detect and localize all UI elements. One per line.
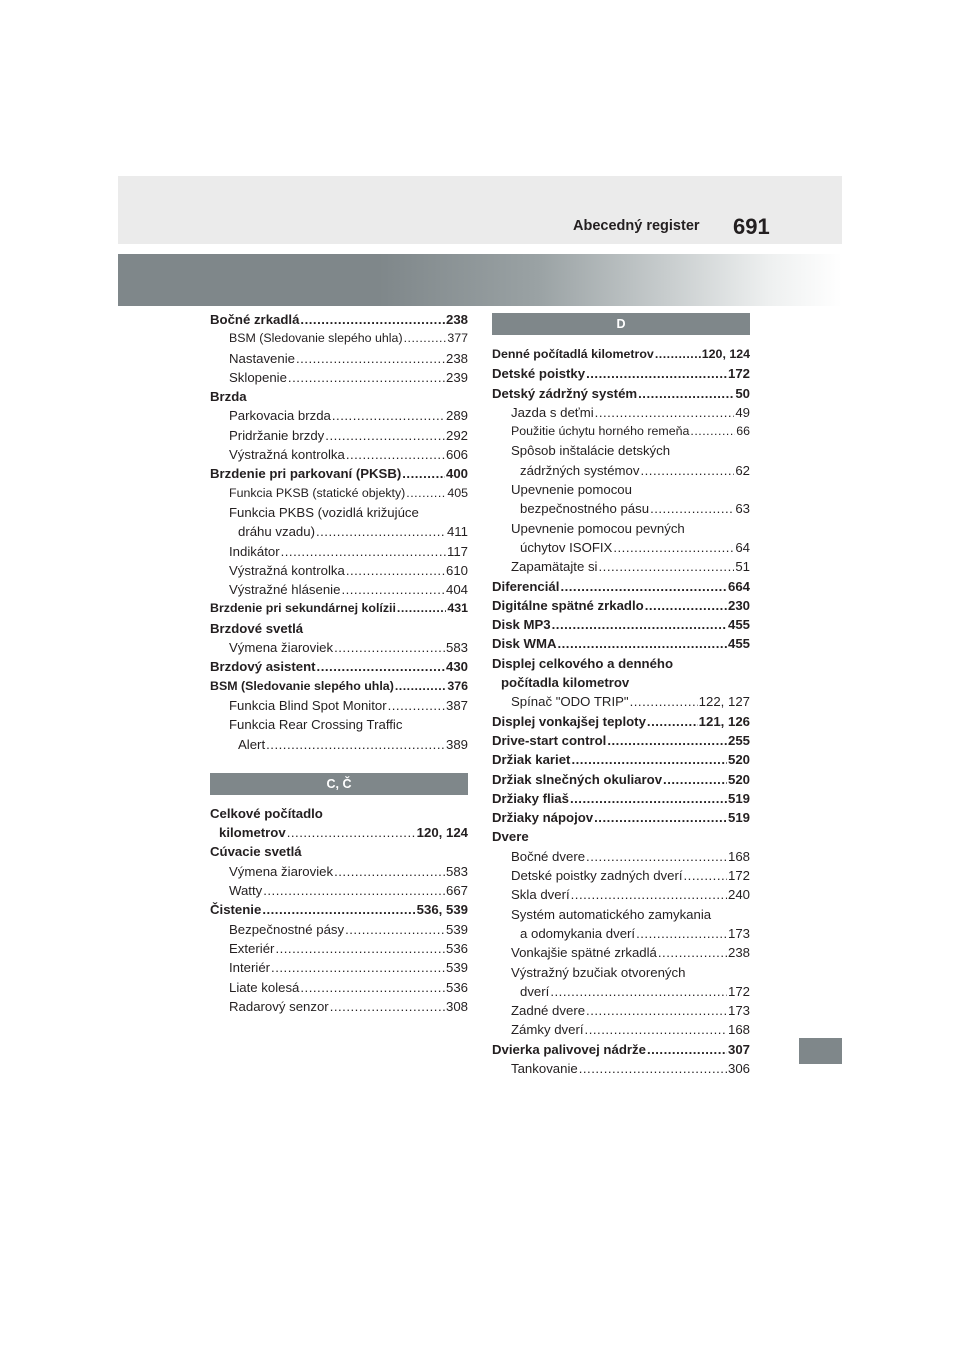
entry-page[interactable]: 389 xyxy=(445,736,468,752)
entry-term: Držiak slnečných okuliarov xyxy=(492,771,663,787)
entry-term: Výstražný bzučiak otvorených xyxy=(511,964,686,980)
entry-page[interactable]: 168 xyxy=(727,848,750,864)
entry-page[interactable]: 122, 127 xyxy=(698,694,750,710)
dot-leader xyxy=(585,1020,727,1039)
entry-page[interactable]: 172 xyxy=(727,983,750,999)
entry-term: Digitálne spätné zrkadlo xyxy=(492,597,644,613)
entry-term: Funkcia Blind Spot Monitor xyxy=(229,697,387,713)
dot-leader xyxy=(579,1059,727,1078)
page-number: 691 xyxy=(733,214,770,239)
dot-leader xyxy=(325,426,445,445)
entry-page[interactable]: 289 xyxy=(445,408,468,424)
entry-term: Drive-start control xyxy=(492,732,607,748)
dot-leader xyxy=(296,349,445,368)
entry-term: Výstražné hlásenie xyxy=(229,582,341,598)
index-subentry xyxy=(492,461,750,480)
index-subentry xyxy=(210,522,468,541)
index-subentry xyxy=(210,542,468,561)
index-subentry xyxy=(210,426,468,445)
entry-term: Detské poistky zadných dverí xyxy=(511,868,683,884)
entry-page[interactable]: 172 xyxy=(727,366,750,382)
entry-page[interactable]: 120, 124 xyxy=(701,347,750,361)
entry-term: Výmena žiaroviek xyxy=(229,640,334,656)
entry-page[interactable]: 307 xyxy=(727,1041,750,1057)
entry-term: Exteriér xyxy=(229,940,275,956)
dot-leader xyxy=(586,364,727,383)
index-entry xyxy=(210,599,468,618)
entry-term: Skla dverí xyxy=(511,887,570,903)
entry-page[interactable]: 117 xyxy=(446,543,468,559)
dot-leader xyxy=(594,808,727,827)
entry-term: Cúvacie svetlá xyxy=(210,844,302,860)
entry-page[interactable]: 49 xyxy=(735,404,750,420)
dot-leader xyxy=(630,692,698,711)
entry-term: Systém automatického zamykania xyxy=(511,906,712,922)
index-entry xyxy=(492,634,750,653)
index-subentry xyxy=(210,958,468,977)
entry-term: Zadné dvere xyxy=(511,1003,586,1019)
entry-page[interactable]: 239 xyxy=(445,369,468,385)
entry-page[interactable]: 121, 126 xyxy=(698,713,750,729)
index-subentry xyxy=(210,445,468,464)
index-subentry xyxy=(210,406,468,425)
entry-term: Brzda xyxy=(210,389,247,405)
entry-term: Zapamätajte si xyxy=(511,559,598,575)
entry-page[interactable]: 667 xyxy=(445,883,468,899)
entry-page[interactable]: 610 xyxy=(445,562,468,578)
dot-leader xyxy=(346,561,445,580)
entry-term: Brzdový asistent xyxy=(210,659,316,675)
entry-page[interactable]: 405 xyxy=(447,485,468,500)
index-subentry xyxy=(210,561,468,580)
entry-page[interactable]: 431 xyxy=(447,601,468,616)
dot-leader xyxy=(647,1040,727,1059)
index-entry xyxy=(210,657,468,676)
index-subentry xyxy=(492,1001,750,1020)
entry-page[interactable]: 62 xyxy=(735,462,750,478)
dot-leader xyxy=(645,596,727,615)
entry-term: Držiaky fliaš xyxy=(492,790,569,806)
entry-term: počítadla kilometrov xyxy=(501,675,630,691)
section-heading: C, Č xyxy=(210,773,468,795)
entry-page[interactable]: 536 xyxy=(445,940,468,956)
index-entry xyxy=(210,619,468,638)
dot-leader xyxy=(638,384,734,403)
dot-leader xyxy=(570,789,727,808)
entry-term: Výstražná kontrolka xyxy=(229,447,345,463)
entry-term: Zámky dverí xyxy=(511,1022,584,1038)
entry-term: Detské poistky xyxy=(492,366,586,382)
entry-term: Čistenie xyxy=(210,902,262,918)
dot-leader xyxy=(690,422,735,441)
index-subentry xyxy=(210,329,468,348)
dot-leader xyxy=(334,638,445,657)
entry-page[interactable]: 411 xyxy=(446,524,468,540)
entry-term: a odomykania dverí xyxy=(520,925,636,941)
index-subentry xyxy=(492,538,750,557)
dot-leader xyxy=(599,557,735,576)
entry-page[interactable]: 240 xyxy=(727,887,750,903)
index-subentry xyxy=(210,715,468,734)
entry-page[interactable]: 377 xyxy=(447,331,468,346)
entry-term: Dvere xyxy=(492,829,529,845)
dot-leader xyxy=(287,823,416,842)
dot-leader xyxy=(658,943,727,962)
dot-leader xyxy=(300,310,445,329)
dot-leader xyxy=(404,329,447,348)
index-entry xyxy=(492,712,750,731)
entry-term: Alert xyxy=(238,736,266,752)
dot-leader xyxy=(288,368,445,387)
entry-term: dráhu vzadu) xyxy=(238,524,315,540)
index-entry xyxy=(492,1040,750,1059)
index-entry xyxy=(492,789,750,808)
index-subentry xyxy=(492,403,750,422)
entry-page[interactable]: 230 xyxy=(727,597,750,613)
entry-page[interactable]: 308 xyxy=(445,998,468,1014)
index-entry xyxy=(210,823,468,842)
index-entry xyxy=(492,654,750,673)
dot-leader xyxy=(550,982,727,1001)
dot-leader xyxy=(647,712,698,731)
index-subentry xyxy=(492,847,750,866)
index-entry xyxy=(492,770,750,789)
entry-term: Výstražná kontrolka xyxy=(229,562,345,578)
index-subentry xyxy=(492,1059,750,1078)
entry-page[interactable]: 238 xyxy=(445,312,468,327)
entry-page[interactable]: 50 xyxy=(735,385,750,401)
index-subentry xyxy=(492,692,750,711)
entry-page[interactable]: 238 xyxy=(445,350,468,366)
entry-page[interactable]: 583 xyxy=(445,640,468,656)
index-subentry xyxy=(492,982,750,1001)
section-heading: D xyxy=(492,313,750,335)
entry-term: Vonkajšie spätné zrkadlá xyxy=(511,945,657,961)
dot-leader xyxy=(345,920,445,939)
entry-term: Celkové počítadlo xyxy=(210,805,323,821)
index-entry xyxy=(492,731,750,750)
index-subentry xyxy=(492,519,750,538)
entry-page[interactable]: 519 xyxy=(727,810,750,826)
entry-term: Brzdenie pri sekundárnej kolízii xyxy=(210,601,396,616)
index-subentry xyxy=(210,484,468,503)
entry-page[interactable]: 520 xyxy=(727,771,750,787)
entry-page[interactable]: 168 xyxy=(727,1022,750,1038)
dot-leader xyxy=(636,924,727,943)
entry-page[interactable]: 64 xyxy=(735,539,750,555)
index-subentry xyxy=(210,696,468,715)
dot-leader xyxy=(560,577,727,596)
entry-page[interactable]: 120, 124 xyxy=(416,825,468,841)
entry-term: Upevnenie pomocou pevných xyxy=(511,520,685,536)
entry-term: dverí xyxy=(520,983,550,999)
index-entry xyxy=(492,827,750,846)
entry-term: Watty xyxy=(229,883,263,899)
entry-term: Použitie úchytu horného remeňa xyxy=(511,424,690,439)
index-subentry xyxy=(210,580,468,599)
dot-leader xyxy=(316,522,446,541)
index-entry xyxy=(492,808,750,827)
entry-term: zádržných systémov xyxy=(520,462,640,478)
entry-term: Upevnenie pomocou xyxy=(511,482,632,498)
entry-page[interactable]: 387 xyxy=(445,697,468,713)
index-subentry xyxy=(210,503,468,522)
index-subentry xyxy=(210,997,468,1016)
entry-term: Funkcia PKBS (vozidlá križujúce xyxy=(229,504,419,520)
entry-page[interactable]: 66 xyxy=(736,424,750,439)
index-subentry xyxy=(492,943,750,962)
index-column-left xyxy=(210,310,468,1016)
entry-term: Indikátor xyxy=(229,543,280,559)
entry-page[interactable]: 430 xyxy=(445,659,468,675)
dot-leader xyxy=(552,615,727,634)
entry-page[interactable]: 536 xyxy=(445,979,468,995)
entry-term: Brzdové svetlá xyxy=(210,620,304,636)
dot-leader xyxy=(263,881,445,900)
dot-leader xyxy=(640,461,734,480)
entry-page[interactable]: 520 xyxy=(727,752,750,768)
entry-term: Dvierka palivovej nádrže xyxy=(492,1041,646,1057)
index-entry xyxy=(210,842,468,861)
index-subentry xyxy=(492,441,750,460)
entry-term: kilometrov xyxy=(219,825,286,841)
entry-term: Držiak kariet xyxy=(492,752,571,768)
entry-term: Brzdenie pri parkovaní (PKSB) xyxy=(210,466,402,482)
index-entry xyxy=(492,384,750,403)
dot-leader xyxy=(388,696,445,715)
entry-term: Držiaky nápojov xyxy=(492,810,594,826)
entry-term: Funkcia Rear Crossing Traffic xyxy=(229,717,403,733)
index-entry xyxy=(210,677,468,696)
dot-leader xyxy=(300,978,445,997)
index-column-right xyxy=(492,310,750,1078)
index-subentry xyxy=(492,924,750,943)
entry-term: Výmena žiaroviek xyxy=(229,863,334,879)
index-subentry xyxy=(210,349,468,368)
index-subentry xyxy=(492,557,750,576)
dot-leader xyxy=(571,885,727,904)
index-entry xyxy=(210,804,468,823)
index-subentry xyxy=(210,368,468,387)
dot-leader xyxy=(650,499,734,518)
entry-page[interactable]: 306 xyxy=(727,1060,750,1076)
dot-leader xyxy=(655,345,701,364)
dot-leader xyxy=(332,406,445,425)
dot-leader xyxy=(330,997,445,1016)
entry-page[interactable]: 172 xyxy=(727,868,750,884)
index-subentry xyxy=(210,978,468,997)
entry-page[interactable]: 455 xyxy=(727,636,750,652)
dot-leader xyxy=(334,862,445,881)
dot-leader xyxy=(346,445,445,464)
entry-term: Displej vonkajšej teploty xyxy=(492,713,646,729)
entry-page[interactable]: 455 xyxy=(727,617,750,633)
entry-page[interactable]: 51 xyxy=(735,559,750,575)
dot-leader xyxy=(406,484,446,503)
entry-page[interactable]: 539 xyxy=(445,960,468,976)
index-subentry xyxy=(492,422,750,441)
dot-leader xyxy=(395,677,446,696)
entry-term: Parkovacia brzda xyxy=(229,408,331,424)
dot-leader xyxy=(557,634,727,653)
entry-term: Disk WMA xyxy=(492,636,557,652)
dot-leader xyxy=(281,542,446,561)
entry-term: Bočné zrkadlá xyxy=(210,312,300,327)
entry-term: BSM (Sledovanie slepého uhla) xyxy=(229,331,403,346)
entry-term: Nastavenie xyxy=(229,350,295,366)
index-subentry xyxy=(210,881,468,900)
dot-leader xyxy=(266,735,445,754)
entry-page[interactable]: 536, 539 xyxy=(416,902,468,918)
entry-page[interactable]: 173 xyxy=(727,1003,750,1019)
index-subentry xyxy=(492,885,750,904)
entry-term: Bočné dvere xyxy=(511,848,586,864)
entry-page[interactable]: 539 xyxy=(445,921,468,937)
index-entry xyxy=(210,310,468,329)
entry-term: úchytov ISOFIX xyxy=(520,539,613,555)
index-entry xyxy=(492,673,750,692)
dot-leader xyxy=(571,750,727,769)
dot-leader xyxy=(586,1001,727,1020)
index-entry xyxy=(210,900,468,919)
dot-leader xyxy=(317,657,445,676)
index-subentry xyxy=(492,480,750,499)
entry-term: Detský zádržný systém xyxy=(492,385,638,401)
entry-term: Bezpečnostné pásy xyxy=(229,921,345,937)
dot-leader xyxy=(402,464,445,483)
header-band xyxy=(118,254,842,306)
entry-term: Displej celkového a denného xyxy=(492,655,674,671)
index-subentry xyxy=(492,905,750,924)
entry-term: Denné počítadlá kilometrov xyxy=(492,347,654,361)
entry-term: Liate kolesá xyxy=(229,979,300,995)
index-entry xyxy=(210,464,468,483)
dot-leader xyxy=(663,770,727,789)
dot-leader xyxy=(586,847,727,866)
index-entry xyxy=(492,596,750,615)
entry-term: Interiér xyxy=(229,960,271,976)
entry-page[interactable]: 63 xyxy=(735,501,750,517)
index-entry xyxy=(210,387,468,406)
entry-page[interactable]: 664 xyxy=(727,578,750,594)
entry-page[interactable]: 292 xyxy=(445,427,468,443)
index-subentry xyxy=(492,1020,750,1039)
index-entry xyxy=(492,345,750,364)
index-subentry xyxy=(210,638,468,657)
index-subentry xyxy=(492,963,750,982)
index-entry xyxy=(492,750,750,769)
entry-page[interactable]: 400 xyxy=(445,466,468,482)
entry-term: Disk MP3 xyxy=(492,617,551,633)
entry-page[interactable]: 255 xyxy=(727,732,750,748)
entry-page[interactable]: 173 xyxy=(727,925,750,941)
index-entry xyxy=(492,577,750,596)
entry-page[interactable]: 376 xyxy=(447,678,468,693)
index-subentry xyxy=(210,939,468,958)
index-subentry xyxy=(210,920,468,939)
section-title: Abecedný register xyxy=(573,218,700,234)
dot-leader xyxy=(613,538,734,557)
entry-term: Radarový senzor xyxy=(229,998,329,1014)
entry-term: Funkcia PKSB (statické objekty) xyxy=(229,485,406,500)
dot-leader xyxy=(271,958,445,977)
entry-page[interactable]: 404 xyxy=(445,582,468,598)
index-entry xyxy=(492,615,750,634)
entry-term: Spôsob inštalácie detských xyxy=(511,443,671,459)
entry-term: Sklopenie xyxy=(229,369,287,385)
index-subentry xyxy=(210,862,468,881)
dot-leader xyxy=(607,731,727,750)
entry-term: Tankovanie xyxy=(511,1060,578,1076)
dot-leader xyxy=(397,599,446,618)
entry-term: Jazda s deťmi xyxy=(511,404,594,420)
entry-page[interactable]: 238 xyxy=(727,945,750,961)
entry-page[interactable]: 606 xyxy=(445,447,468,463)
dot-leader xyxy=(341,580,445,599)
index-subentry xyxy=(492,499,750,518)
index-subentry xyxy=(210,735,468,754)
dot-leader xyxy=(262,900,415,919)
entry-term: Diferenciál xyxy=(492,578,560,594)
entry-page[interactable]: 583 xyxy=(445,863,468,879)
entry-page[interactable]: 519 xyxy=(727,790,750,806)
entry-term: Pridržanie brzdy xyxy=(229,427,325,443)
dot-leader xyxy=(595,403,735,422)
entry-term: Spínač "ODO TRIP" xyxy=(511,694,629,710)
entry-term: bezpečnostného pásu xyxy=(520,501,650,517)
dot-leader xyxy=(684,866,727,885)
dot-leader xyxy=(275,939,445,958)
thumb-tab xyxy=(799,1038,842,1064)
entry-term: BSM (Sledovanie slepého uhla) xyxy=(210,678,394,693)
index-subentry xyxy=(492,866,750,885)
index-entry xyxy=(492,364,750,383)
